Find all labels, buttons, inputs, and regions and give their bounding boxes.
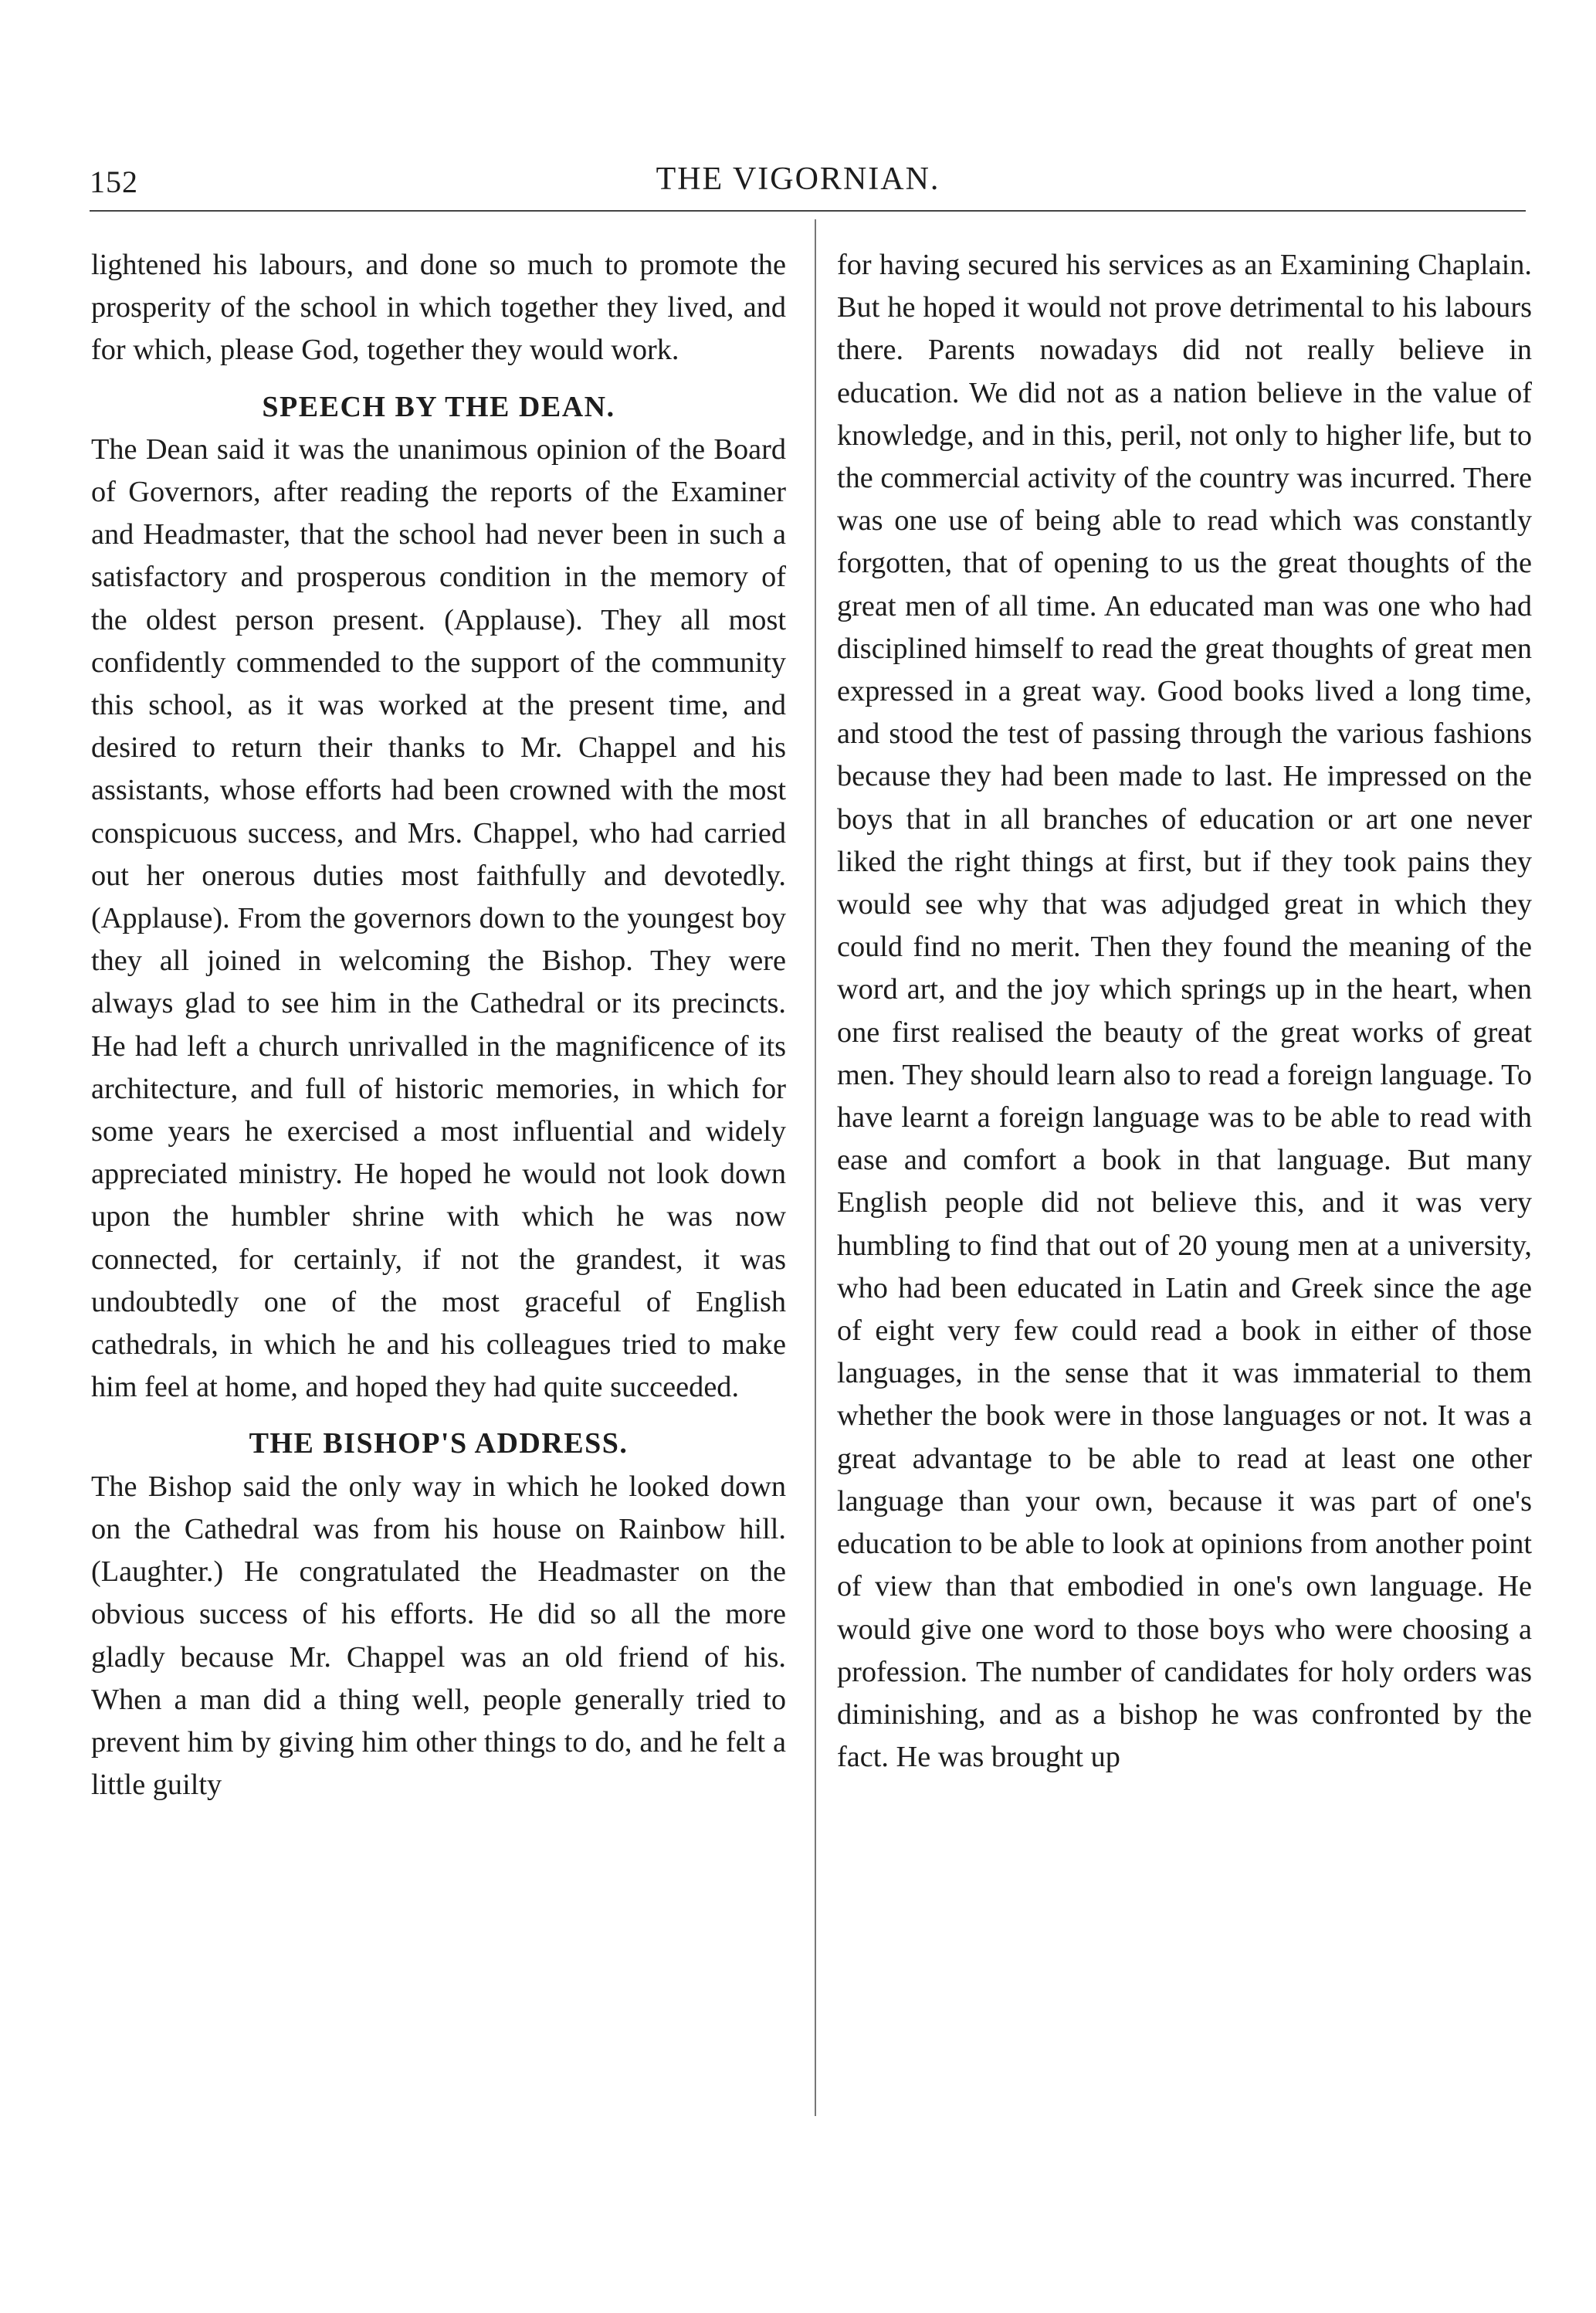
running-head: THE VIGORNIAN. (656, 161, 940, 197)
header-rule (90, 210, 1526, 212)
left-paragraph-dean-speech: The Dean said it was the unanimous opinion of the Board of Governors, after reading the reports of the Examiner and Headmaster, that the school had never been in such a satisfactory and prosperous condition in the memory of the oldest person present. (Applause). They all most confidently commended to the support of the community this school, as it was worked at the present time, and desired to return their thanks to Mr. Chappel and his assistants, whose efforts had been crowned with the most conspicuous success, and Mrs. Chappel, who had carried out her onerous duties most faithfully and devotedly. (Applause). From the governors down to the youngest boy they all joined in welcoming the Bishop. They were always glad to see him in the Cathedral or its precincts. He had left a church unrivalled in the magnificence of its architecture, and full of historic memories, in which for some years he exercised a most influential and widely appreciated ministry. He hoped he would not look down upon the humbler shrine with which he was now connected, for certainly, if not the grandest, it was undoubtedly one of the most graceful of English cathedrals, in which he and his colleagues tried to make him feel at home, and hoped they had quite succeeded. (91, 432, 786, 1404)
left-column (91, 244, 786, 1806)
right-paragraph-bishop-address-cont: for having secured his services as an Examining Chaplain. But he hoped it would not prove detrimental to his labours there. Parents nowadays did not really believe in education. We did not as a nation believe in the value of knowledge, and in this, peril, not only to higher life, but to the commercial activity of the country was incurred. There was one use of being able to read which was constantly forgotten, that of opening to us the great thoughts of the great men of all time. An educated man was one who had disciplined himself to read the great thoughts of great men expressed in a great way. Good books lived a long time, and stood the test of passing through the various fashions because they had been made to last. He impressed on the boys that in all branches of education or art one never liked the right things at first, but if they took pains they would see why that was adjudged great in which they could find no merit. Then they found the meaning of the word art, and the joy which springs up in the heart, when one first realised the beauty of the great works of great men. They should learn also to read a foreign language. To have learnt a foreign language was to be able to read with ease and comfort a book in that language. But many English people did not believe this, and it was very humbling to find that out of 20 young men at a university, who had been educated in Latin and Greek since the age of eight very few could read a book in either of those languages, in the sense that it was immaterial to them whether the book were in those languages or not. It was a great advantage to be able to read at least one other language than your own, because it was part of one's education to be able to look at opinions from another point of view than that embodied in one's own language. He would give one word to those boys who were choosing a profession. The number of candidates for holy orders was diminishing, and as a bishop he was confronted by the fact. He was brought up (837, 249, 1532, 1774)
left-paragraph-bishop-address: The Bishop said the only way in which he looked down on the Cathedral was from his house on Rainbow hill. (Laughter.) He congratulated the Headmaster on the obvious success of his efforts. He did so all the more gladly because Mr. Chappel was an old friend of his. When a man did a thing well, people generally tried to prevent him by giving him other things to do, and he felt a little guilty (91, 1470, 786, 1802)
left-paragraph-1: lightened his labours, and done so much to promote the prosperity of the school in which together they lived, and for which, please God, together they would work. (91, 249, 786, 367)
heading-bishops-address: THE BISHOP'S ADDRESS. (249, 1427, 629, 1460)
column-divider (815, 219, 816, 2116)
page-number: 152 (90, 164, 138, 199)
right-column (837, 244, 1532, 1779)
heading-speech-by-the-dean: SPEECH BY THE DEAN. (262, 390, 615, 423)
